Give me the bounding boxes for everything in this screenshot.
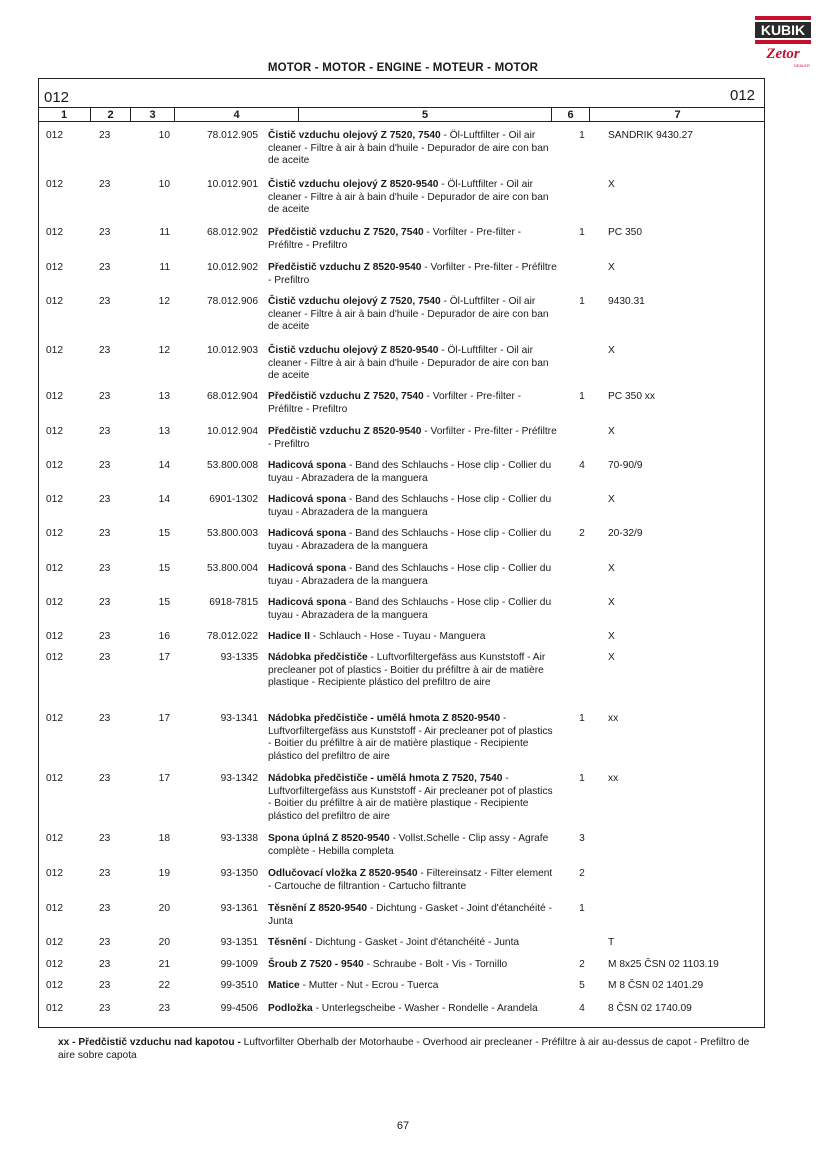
cell-quantity: 2 <box>579 959 585 970</box>
description-translations: - Vorfilter - Pre-filter - Préfiltre - Prefiltro <box>268 391 522 415</box>
cell-position: 16 <box>158 631 170 642</box>
cell-part-number: 6918-7815 <box>209 597 258 608</box>
description-translations: - Dichtung - Gasket - Joint d'étanchéité - Junta <box>306 937 520 948</box>
description-translations: - Öl-Luftfilter - Oil air cleaner - Filtre à air à bain d'huile - Depurador de aire con ban de aceite <box>268 130 549 166</box>
description-czech-name: Předčistič vzduchu Z 8520-9540 <box>268 426 422 437</box>
cell-quantity: 1 <box>579 227 585 238</box>
description-translations: - Filtereinsatz - Filter element - Cartouche de filtrantion - Cartucho filtrante <box>268 868 553 892</box>
cell-position: 14 <box>158 494 170 505</box>
cell-description <box>268 296 558 334</box>
cell-position: 12 <box>158 345 170 356</box>
cell-section: 012 <box>46 713 63 724</box>
cell-group: 23 <box>99 426 111 437</box>
cell-note: X <box>608 179 615 190</box>
cell-note: M 8 ČSN 02 1401.29 <box>608 980 704 991</box>
cell-part-number: 93-1342 <box>220 773 258 784</box>
cell-group: 23 <box>99 179 111 190</box>
description-translations: - Öl-Luftfilter - Oil air cleaner - Filtre à air à bain d'huile - Depurador de aire con ban de aceite <box>268 345 549 381</box>
cell-group: 23 <box>99 494 111 505</box>
cell-section: 012 <box>46 903 63 914</box>
cell-description <box>268 937 558 950</box>
description-translations: - Vollst.Schelle - Clip assy - Agrafe complète - Hebilla completa <box>268 833 549 857</box>
cell-note: X <box>608 597 615 608</box>
cell-group: 23 <box>99 833 111 844</box>
cell-group: 23 <box>99 563 111 574</box>
cell-position: 10 <box>158 179 170 190</box>
cell-section: 012 <box>46 130 63 141</box>
cell-quantity: 4 <box>579 460 585 471</box>
cell-position: 11 <box>159 262 170 273</box>
cell-section: 012 <box>46 773 63 784</box>
cell-note: X <box>608 631 615 642</box>
cell-position: 13 <box>158 426 170 437</box>
cell-section: 012 <box>46 227 63 238</box>
cell-position: 18 <box>158 833 170 844</box>
cell-section: 012 <box>46 391 63 402</box>
logo-brand-text: KUBIK <box>760 22 806 38</box>
cell-quantity: 1 <box>579 903 585 914</box>
cell-description <box>268 262 558 287</box>
description-translations: - Unterlegscheibe - Washer - Rondelle - Arandela <box>312 1003 538 1014</box>
footnote-key: xx - Předčistič vzduchu nad kapotou - <box>58 1037 241 1048</box>
cell-note: PC 350 xx <box>608 391 655 402</box>
cell-group: 23 <box>99 903 111 914</box>
cell-section: 012 <box>46 959 63 970</box>
cell-quantity: 3 <box>579 833 585 844</box>
cell-group: 23 <box>99 345 111 356</box>
cell-part-number: 93-1350 <box>220 868 258 879</box>
description-czech-name: Čistič vzduchu olejový Z 8520-9540 <box>268 179 439 190</box>
cell-section: 012 <box>46 597 63 608</box>
cell-position: 15 <box>158 528 170 539</box>
cell-section: 012 <box>46 563 63 574</box>
column-header-7: 7 <box>674 109 681 121</box>
description-czech-name: Hadice II <box>268 631 310 642</box>
cell-position: 19 <box>158 868 170 879</box>
cell-part-number: 68.012.904 <box>207 391 258 402</box>
cell-note: X <box>608 652 615 663</box>
cell-description <box>268 528 558 553</box>
cell-section: 012 <box>46 262 63 273</box>
cell-group: 23 <box>99 296 111 307</box>
description-translations: - Vorfilter - Pre-filter - Préfiltre - Prefiltro <box>268 262 557 286</box>
description-translations: - Band des Schlauchs - Hose clip - Collier du tuyau - Abrazadera de la manguera <box>268 597 552 621</box>
description-czech-name: Podložka <box>268 1003 313 1014</box>
footnote <box>58 1037 763 1062</box>
cell-description <box>268 959 558 972</box>
cell-section: 012 <box>46 631 63 642</box>
cell-group: 23 <box>99 652 111 663</box>
cell-note: 8 ČSN 02 1740.09 <box>608 1003 692 1014</box>
cell-group: 23 <box>99 1003 111 1014</box>
description-czech-name: Nádobka předčističe <box>268 652 368 663</box>
cell-position: 20 <box>158 937 170 948</box>
description-translations: - Öl-Luftfilter - Oil air cleaner - Filtre à air à bain d'huile - Depurador de aire con ban de aceite <box>268 179 549 215</box>
cell-group: 23 <box>99 460 111 471</box>
cell-part-number: 78.012.906 <box>207 296 258 307</box>
column-header-5: 5 <box>299 108 552 122</box>
cell-group: 23 <box>99 868 111 879</box>
column-header-6: 6 <box>552 108 590 122</box>
cell-part-number: 93-1351 <box>220 937 258 948</box>
description-czech-name: Čistič vzduchu olejový Z 7520, 7540 <box>268 130 441 141</box>
description-czech-name: Odlučovací vložka Z 8520-9540 <box>268 868 418 879</box>
cell-part-number: 6901-1302 <box>209 494 258 505</box>
description-czech-name: Předčistič vzduchu Z 8520-9540 <box>268 262 422 273</box>
cell-position: 14 <box>158 460 170 471</box>
section-code-left: 012 <box>44 89 70 106</box>
cell-part-number: 93-1338 <box>220 833 258 844</box>
cell-group: 23 <box>99 937 111 948</box>
cell-group: 23 <box>99 980 111 991</box>
description-translations: - Vorfilter - Pre-filter - Préfiltre - Prefiltro <box>268 227 522 251</box>
cell-part-number: 10.012.902 <box>207 262 258 273</box>
cell-section: 012 <box>46 179 63 190</box>
description-translations: - Band des Schlauchs - Hose clip - Collier du tuyau - Abrazadera de la manguera <box>268 528 552 552</box>
cell-position: 12 <box>158 296 170 307</box>
cell-part-number: 10.012.904 <box>207 426 258 437</box>
cell-description <box>268 345 558 383</box>
description-czech-name: Hadicová spona <box>268 494 347 505</box>
cell-quantity: 1 <box>579 296 585 307</box>
cell-description <box>268 713 558 763</box>
cell-quantity: 2 <box>579 528 585 539</box>
description-czech-name: Čistič vzduchu olejový Z 7520, 7540 <box>268 296 441 307</box>
column-header-1: 1 <box>38 108 91 122</box>
description-czech-name: Předčistič vzduchu Z 7520, 7540 <box>268 391 424 402</box>
cell-description <box>268 563 558 588</box>
cell-note: 9430.31 <box>608 296 645 307</box>
description-czech-name: Matice <box>268 980 300 991</box>
cell-section: 012 <box>46 937 63 948</box>
cell-section: 012 <box>46 652 63 663</box>
description-czech-name: Hadicová spona <box>268 597 347 608</box>
cell-note: X <box>608 426 615 437</box>
description-translations: - Band des Schlauchs - Hose clip - Collier du tuyau - Abrazadera de la manguera <box>268 460 552 484</box>
cell-section: 012 <box>46 345 63 356</box>
cell-position: 17 <box>158 713 170 724</box>
cell-note: 20-32/9 <box>608 528 643 539</box>
cell-part-number: 68.012.902 <box>207 227 258 238</box>
cell-group: 23 <box>99 528 111 539</box>
cell-group: 23 <box>99 959 111 970</box>
cell-section: 012 <box>46 868 63 879</box>
description-czech-name: Šroub Z 7520 - 9540 <box>268 959 364 970</box>
cell-description <box>268 652 558 690</box>
cell-section: 012 <box>46 426 63 437</box>
cell-part-number: 99-3510 <box>220 980 258 991</box>
cell-note: X <box>608 262 615 273</box>
description-czech-name: Nádobka předčističe - umělá hmota Z 8520-9540 <box>268 713 501 724</box>
cell-quantity: 2 <box>579 868 585 879</box>
cell-part-number: 78.012.022 <box>207 631 258 642</box>
cell-description <box>268 460 558 485</box>
cell-part-number: 93-1335 <box>220 652 258 663</box>
description-czech-name: Hadicová spona <box>268 460 347 471</box>
cell-position: 22 <box>158 980 170 991</box>
table-bottom-rule <box>38 1027 765 1028</box>
cell-position: 17 <box>158 652 170 663</box>
cell-part-number: 93-1361 <box>220 903 258 914</box>
cell-group: 23 <box>99 262 111 273</box>
cell-part-number: 10.012.903 <box>207 345 258 356</box>
cell-part-number: 93-1341 <box>220 713 258 724</box>
cell-note: X <box>608 345 615 356</box>
description-czech-name: Nádobka předčističe - umělá hmota Z 7520, 7540 <box>268 773 503 784</box>
cell-position: 17 <box>158 773 170 784</box>
cell-group: 23 <box>99 130 111 141</box>
cell-quantity: 1 <box>579 773 585 784</box>
description-czech-name: Čistič vzduchu olejový Z 8520-9540 <box>268 345 439 356</box>
description-czech-name: Hadicová spona <box>268 563 347 574</box>
description-czech-name: Předčistič vzduchu Z 7520, 7540 <box>268 227 424 238</box>
logo-tagline-text: DEALER <box>793 63 811 68</box>
cell-description <box>268 833 558 858</box>
page-number: 67 <box>396 1120 410 1132</box>
cell-section: 012 <box>46 296 63 307</box>
section-code-right: 012 <box>730 87 756 104</box>
cell-description <box>268 426 558 451</box>
cell-group: 23 <box>99 713 111 724</box>
cell-note: xx <box>608 713 619 724</box>
cell-note: M 8x25 ČSN 02 1103.19 <box>608 959 719 970</box>
cell-position: 10 <box>158 130 170 141</box>
column-header-row <box>38 107 765 122</box>
description-translations: - Luftvorfiltergefäss aus Kunststoff - Air precleaner pot of plastics - Boitier du préfiltre à air de matière plastique - Recipiente plástico del prefiltro de aire <box>268 652 546 688</box>
cell-note: X <box>608 563 615 574</box>
cell-part-number: 53.800.003 <box>207 528 258 539</box>
cell-quantity: 4 <box>579 1003 585 1014</box>
description-translations: - Luftvorfiltergefäss aus Kunststoff - Air precleaner pot of plastics - Boitier du préfiltre à air de matière plastique - Recipiente plástico del prefiltro de aire <box>268 773 553 822</box>
cell-position: 11 <box>159 227 170 238</box>
cell-group: 23 <box>99 227 111 238</box>
cell-part-number: 53.800.008 <box>207 460 258 471</box>
cell-group: 23 <box>99 597 111 608</box>
description-translations: - Schlauch - Hose - Tuyau - Manguera <box>309 631 486 642</box>
cell-quantity: 5 <box>579 980 585 991</box>
description-czech-name: Hadicová spona <box>268 528 347 539</box>
cell-position: 15 <box>158 597 170 608</box>
footnote-text: Luftvorfilter Oberhalb der Motorhaube - Overhood air precleaner - Préfiltre à air au-dessus de capot - Prefiltro de aire sobre capota <box>58 1037 750 1061</box>
cell-position: 13 <box>158 391 170 402</box>
description-czech-name: Spona úplná Z 8520-9540 <box>268 833 390 844</box>
cell-section: 012 <box>46 833 63 844</box>
description-translations: - Band des Schlauchs - Hose clip - Collier du tuyau - Abrazadera de la manguera <box>268 563 552 587</box>
cell-section: 012 <box>46 528 63 539</box>
cell-quantity: 1 <box>579 713 585 724</box>
cell-description <box>268 391 558 416</box>
cell-part-number: 53.800.004 <box>207 563 258 574</box>
cell-section: 012 <box>46 1003 63 1014</box>
column-divider <box>38 122 39 1028</box>
cell-group: 23 <box>99 773 111 784</box>
cell-part-number: 10.012.901 <box>207 179 258 190</box>
cell-description <box>268 1003 558 1016</box>
column-header-4: 4 <box>175 108 299 122</box>
cell-group: 23 <box>99 391 111 402</box>
cell-description <box>268 980 558 993</box>
cell-description <box>268 868 558 893</box>
cell-position: 23 <box>158 1003 170 1014</box>
cell-group: 23 <box>99 631 111 642</box>
description-translations: - Luftvorfiltergefäss aus Kunststoff - Air precleaner pot of plastics - Boitier du préfiltre à air de matière plastique - Recipiente plástico del prefiltro de aire <box>268 713 553 762</box>
description-translations: - Dichtung - Gasket - Joint d'étanchéité - Junta <box>268 903 552 927</box>
cell-description <box>268 597 558 622</box>
description-translations: - Schraube - Bolt - Vis - Tornillo <box>363 959 508 970</box>
cell-section: 012 <box>46 460 63 471</box>
logo-subbrand-text: Zetor <box>766 46 800 62</box>
cell-description <box>268 227 558 252</box>
column-header-3: 3 <box>131 108 175 122</box>
cell-position: 21 <box>158 959 170 970</box>
description-translations: - Öl-Luftfilter - Oil air cleaner - Filtre à air à bain d'huile - Depurador de aire con ban de aceite <box>268 296 549 332</box>
cell-note: X <box>608 494 615 505</box>
cell-note: SANDRIK 9430.27 <box>608 130 693 141</box>
cell-quantity: 1 <box>579 391 585 402</box>
cell-description <box>268 494 558 519</box>
cell-part-number: 99-4506 <box>220 1003 258 1014</box>
cell-description <box>268 903 558 928</box>
cell-note: PC 350 <box>608 227 642 238</box>
description-translations: - Vorfilter - Pre-filter - Préfiltre - Prefiltro <box>268 426 557 450</box>
cell-description <box>268 130 558 168</box>
description-czech-name: Těsnění Z 8520-9540 <box>268 903 368 914</box>
cell-quantity: 1 <box>579 130 585 141</box>
description-czech-name: Těsnění <box>268 937 307 948</box>
cell-section: 012 <box>46 494 63 505</box>
description-translations: - Band des Schlauchs - Hose clip - Collier du tuyau - Abrazadera de la manguera <box>268 494 552 518</box>
cell-description <box>268 773 558 823</box>
cell-position: 20 <box>158 903 170 914</box>
cell-description <box>268 179 558 217</box>
cell-section: 012 <box>46 980 63 991</box>
cell-note: 70-90/9 <box>608 460 643 471</box>
cell-position: 15 <box>158 563 170 574</box>
column-header-2: 2 <box>91 108 131 122</box>
cell-note: T <box>608 937 615 948</box>
cell-part-number: 99-1009 <box>220 959 258 970</box>
cell-part-number: 78.012.905 <box>207 130 258 141</box>
page-header-title: MOTOR - MOTOR - ENGINE - MOTEUR - MOTOR <box>267 62 539 74</box>
description-translations: - Mutter - Nut - Ecrou - Tuerca <box>299 980 439 991</box>
column-divider <box>764 122 765 1028</box>
cell-description <box>268 631 558 644</box>
cell-note: xx <box>608 773 619 784</box>
